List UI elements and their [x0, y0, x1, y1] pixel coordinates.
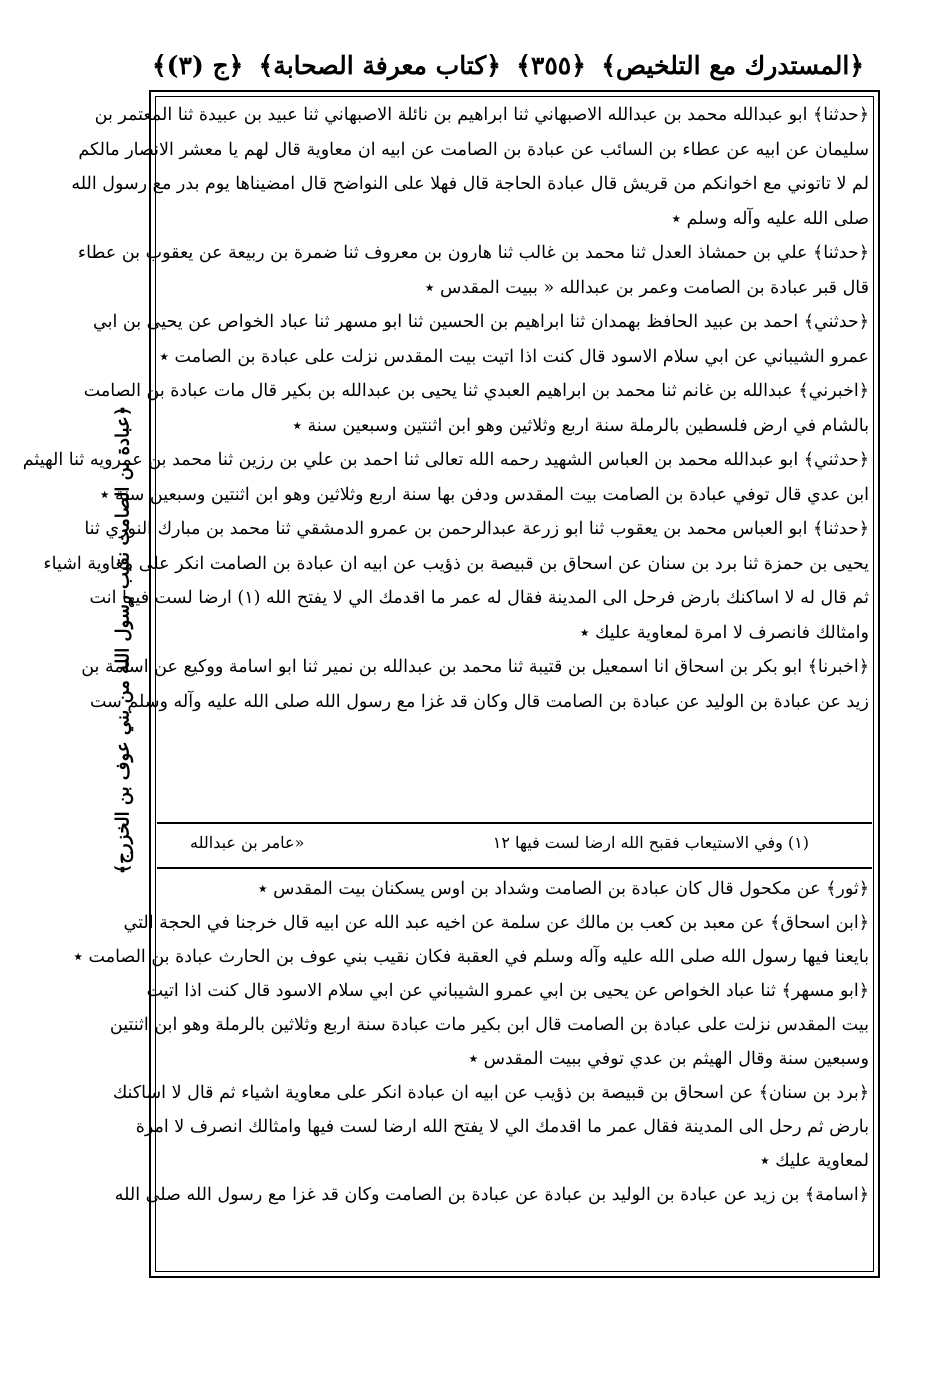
text-line: بارض ثم رحل الى المدينة فقال عمر ما اقدمك الي لا يفتح الله ارضا لست فيها وامثالك انصرف لا امرة [135, 1117, 869, 1137]
volume-number: ﴿ج (٣)﴾ [152, 50, 244, 80]
text-line: بايعنا فيها رسول الله صلى الله عليه وآله وسلم في العقبة فكان نقيب بني عوف بن الحارث عبادة بن الصامت ٭ [73, 947, 869, 967]
text-line: ﴿حدثنا﴾ علي بن حمشاذ العدل ثنا محمد بن غالب ثنا هارون بن معروف ثنا ضمرة بن ربيعة عن يعقوب بن عطاء [77, 243, 869, 263]
summary-text [73, 872, 869, 1212]
margin-title: ﴿عبادة بن الصامت نقيب رسول الله من بني عوف بن الخزرج﴾ [112, 405, 134, 875]
text-line: صلى الله عليه وآله وسلم ٭ [671, 208, 869, 229]
text-line: زيد عن عبادة بن الوليد عن عبادة بن الصامت قال وكان قد غزا مع رسول الله صلى الله عليه وآله وسلم ست [89, 691, 869, 712]
running-title: ﴿المستدرك مع التلخيص﴾ [601, 50, 864, 80]
page-header [152, 44, 864, 86]
text-line: قال قبر عبادة بن الصامت وعمر بن عبدالله « ببيت المقدس ٭ [424, 277, 869, 298]
footnote [160, 828, 869, 858]
text-line: لمعاوية عليك ٭ [760, 1151, 869, 1171]
text-line: بالشام في ارض فلسطين بالرملة سنة اربع وثلاثين وهو ابن اثنتين وسبعين سنة ٭ [292, 415, 869, 436]
text-line: ﴿اخبرنا﴾ ابو بكر بن اسحاق انا اسمعيل بن قتيبة ثنا محمد بن عبدالله بن نمير ثنا ابو اسامة ووكيع عن اسامة بن [81, 657, 869, 677]
footnote-text: (١) وفي الاستيعاب فقبح الله ارضا لست فيها ١٢ [492, 833, 809, 852]
text-line: يحيى بن حمزة ثنا برد بن سنان عن اسحاق بن قبيصة بن ذؤيب عن ابيه ان عبادة بن الصامت انكر على معاوية اشياء [43, 553, 869, 574]
text-line: بيت المقدس نزلت على عبادة بن الصامت قال ابن بكير مات عبادة سنة اربع وثلاثين بالرملة وهو ابن اثنتين [109, 1015, 869, 1035]
text-line: ﴿حدثني﴾ احمد بن عبيد الحافظ بهمدان ثنا ابراهيم بن الحسين ثنا ابو مسهر ثنا عباد الخواص عن يحيى بن ابي [93, 312, 869, 332]
text-line: ﴿حدثني﴾ ابو عبدالله محمد بن العباس الشهيد رحمه الله تعالى ثنا احمد بن علي بن رزين ثنا محمد بن عمرويه ثنا الهيثم [22, 450, 869, 470]
text-line: وامثالك فانصرف لا امرة لمعاوية عليك ٭ [579, 622, 869, 643]
text-line: وسبعين سنة وقال الهيثم بن عدي توفي ببيت المقدس ٭ [468, 1049, 869, 1069]
text-line: ﴿حدثنا﴾ ابو عبدالله محمد بن عبدالله الاصبهاني ثنا ابراهيم بن نائلة الاصبهاني ثنا عبيد بن عبيدة ثنا المعتمر بن [94, 105, 869, 125]
text-line: لم لا تاتوني مع اخوانكم من قريش قال عبادة الحاجة قال فهلا على النواضح قال امضيناها يوم بدر مع رسول الله [71, 174, 869, 194]
page-number: ﴿٣٥٥﴾ [516, 50, 586, 80]
text-line: سليمان عن ابيه عن عطاء بن السائب عن عبادة بن الصامت عن ابيه ان معاوية قال لهم يا معشر الانصار مالكم [78, 139, 869, 160]
text-line: ابن عدي قال توفي عبادة بن الصامت بيت المقدس ودفن بها سنة اربع وثلاثين وهو ابن اثنتين وسبعين سنة ٭ [99, 484, 869, 505]
footnote-note: «عامر بن عبدالله [190, 833, 305, 852]
section-divider [157, 867, 872, 869]
text-line: ﴿ابو مسهر﴾ ثنا عباد الخواص عن يحيى بن ابي عمرو الشيباني عن ابي سلام الاسود قال كنت اذا اتيت [146, 981, 869, 1001]
text-line: ﴿اسامة﴾ بن زيد عن عبادة بن الوليد بن عبادة عن عبادة بن الصامت وكان قد غزا مع رسول الله صلى الله [114, 1185, 869, 1205]
book-title: ﴿كتاب معرفة الصحابة﴾ [258, 50, 501, 80]
text-line: عمرو الشيباني عن ابي سلام الاسود قال كنت اذا اتيت بيت المقدس نزلت على عبادة بن الصامت ٭ [159, 346, 869, 367]
text-line: ﴿برد بن سنان﴾ عن اسحاق بن قبيصة بن ذؤيب عن ابيه ان عبادة انكر على معاوية اشياء ثم قال لا اساكنك [112, 1083, 869, 1103]
footnote-divider [157, 822, 872, 824]
text-line: ﴿اخبرني﴾ عبدالله بن غانم ثنا محمد بن ابراهيم العبدي ثنا يحيى بن عبدالله بن بكير قال مات عبادة بن الصامت [83, 381, 869, 401]
text-line: ثم قال له لا اساكنك بارض فرحل الى المدينة فقال له عمر ما اقدمك الي لا يفتح الله (١) ارضا لست فيها انت [89, 588, 869, 608]
text-line: ﴿ثور﴾ عن مكحول قال كان عبادة بن الصامت وشداد بن اوس يسكنان بيت المقدس ٭ [257, 879, 869, 899]
text-line: ﴿ابن اسحاق﴾ عن معبد بن كعب بن مالك عن سلمة عن اخيه عبد الله عن ابيه قال خرجنا في الحجة التي [123, 913, 869, 933]
text-line: ﴿حدثنا﴾ ابو العباس محمد بن يعقوب ثنا ابو زرعة عبدالرحمن بن عمرو الدمشقي ثنا محمد بن مبارك النوري ثنا [84, 519, 869, 539]
